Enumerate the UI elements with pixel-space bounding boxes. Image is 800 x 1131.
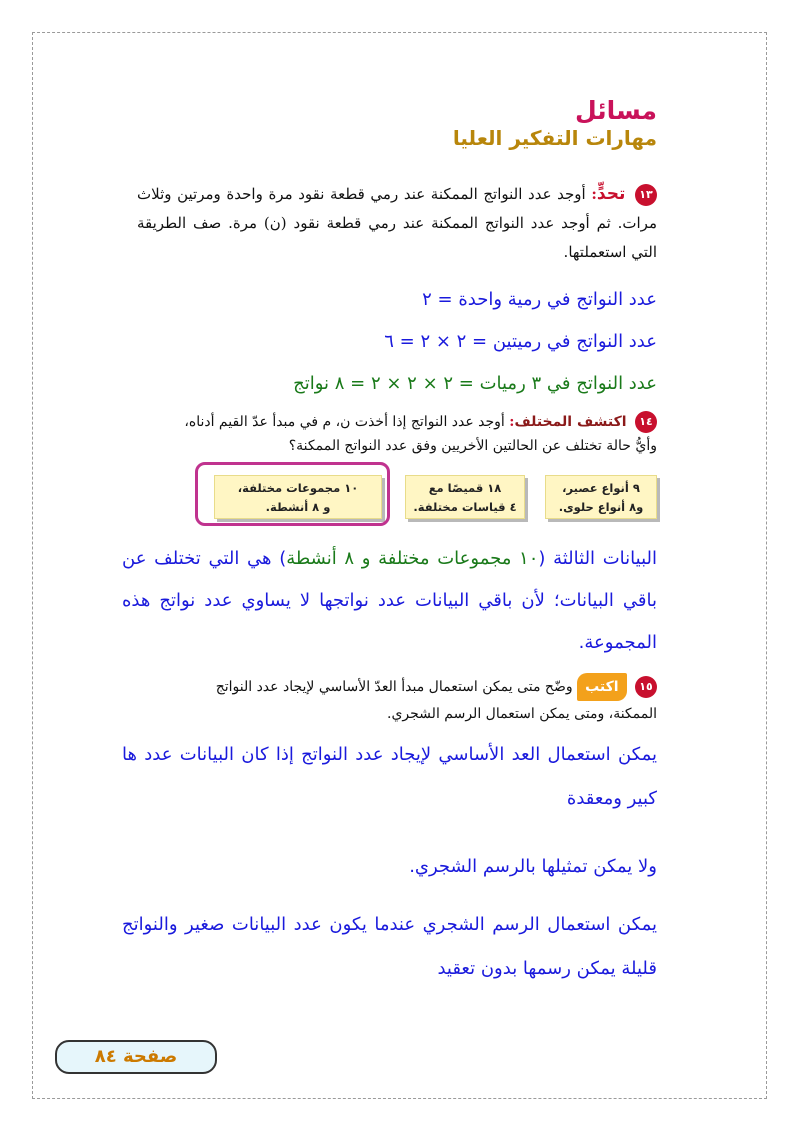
answer-highlight: ١٠ مجموعات مختلفة و ٨ أنشطة <box>286 548 539 569</box>
question-label: اكتشف المختلف <box>514 414 627 430</box>
label-colon: : <box>591 185 597 203</box>
answer-15-part-1: يمكن استعمال العد الأساسي لإيجاد عدد النواتج إذا كان البيانات عدد ها كبير ومعقدة <box>122 744 657 809</box>
question-number-badge: ١٤ <box>635 411 657 433</box>
option-card-2 <box>405 475 525 519</box>
question-13 <box>137 180 657 267</box>
question-text-line-1: وضّح متى يمكن استعمال مبدأ العدّ الأساسي لإيجاد عدد النواتج <box>215 679 573 695</box>
card-line-2: و ٨ أنشطة. <box>265 500 331 514</box>
card-line-1: ٩ أنواع عصير، <box>562 481 640 495</box>
question-14 <box>137 410 657 458</box>
card-line-2: و٨ أنواع حلوى. <box>558 500 644 514</box>
question-text: أوجد عدد النواتج الممكنة عند رمي قطعة نقود مرة واحدة ومرتين وثلاث مرات. ثم أوجد عدد النواتج الممكنة عند رمي قطعة نقود (ن) مرة. صف الطريقة التي استعملتها. <box>137 185 657 261</box>
question-text-line-1: أوجد عدد النواتج إذا أخذت ن، م في مبدأ عدّ القيم أدناه، <box>184 414 505 430</box>
answer-15-part-3: يمكن استعمال الرسم الشجري عندما يكون عدد البيانات صغير والنواتج قليلة يمكن رسمها بدون تعقيد <box>122 914 657 979</box>
question-number-badge: ١٥ <box>635 676 657 698</box>
answer-text: ) هي التي تختلف عن باقي البيانات؛ لأن باقي البيانات عدد نواتجها لا يساوي عدد نواتج هذه المجموعة. <box>122 548 657 653</box>
answer-line-2: عدد النواتج في رميتين = ٢ × ٢ = ٦ <box>384 331 657 352</box>
card-line-1: ١٨ قميصًا مع <box>428 481 502 495</box>
question-number-badge: ١٣ <box>635 184 657 206</box>
page-number-badge: صفحة ٨٤ <box>55 1040 217 1074</box>
label-colon: : <box>509 414 515 430</box>
highlight-box <box>195 462 390 526</box>
section-subtitle: مهارات التفكير العليا <box>452 126 657 150</box>
answer-line-1: عدد النواتج في رمية واحدة = ٢ <box>422 289 657 310</box>
option-card-1 <box>545 475 657 519</box>
answer-paragraph-14 <box>122 538 657 664</box>
write-badge: اكتب <box>577 673 626 701</box>
answer-line-3: عدد النواتج في ٣ رميات = ٢ × ٢ × ٢ = ٨ نواتج <box>293 373 657 394</box>
answer-15-part-2: ولا يمكن تمثيلها بالرسم الشجري. <box>409 856 657 877</box>
question-15 <box>137 673 657 727</box>
card-line-2: ٤ قياسات مختلفة. <box>413 500 517 514</box>
answer-text: البيانات الثالثة ( <box>538 548 658 569</box>
section-title: مسائل <box>574 96 657 125</box>
question-text-line-2: وأيُّ حالة تختلف عن الحالتين الأخريين وفق عدد النواتج الممكنة؟ <box>288 438 657 454</box>
question-label: تحدٍّ <box>596 184 626 204</box>
card-line-1: ١٠ مجموعات مختلفة، <box>237 481 359 495</box>
question-text-line-2: الممكنة، ومتى يمكن استعمال الرسم الشجري. <box>387 706 657 722</box>
